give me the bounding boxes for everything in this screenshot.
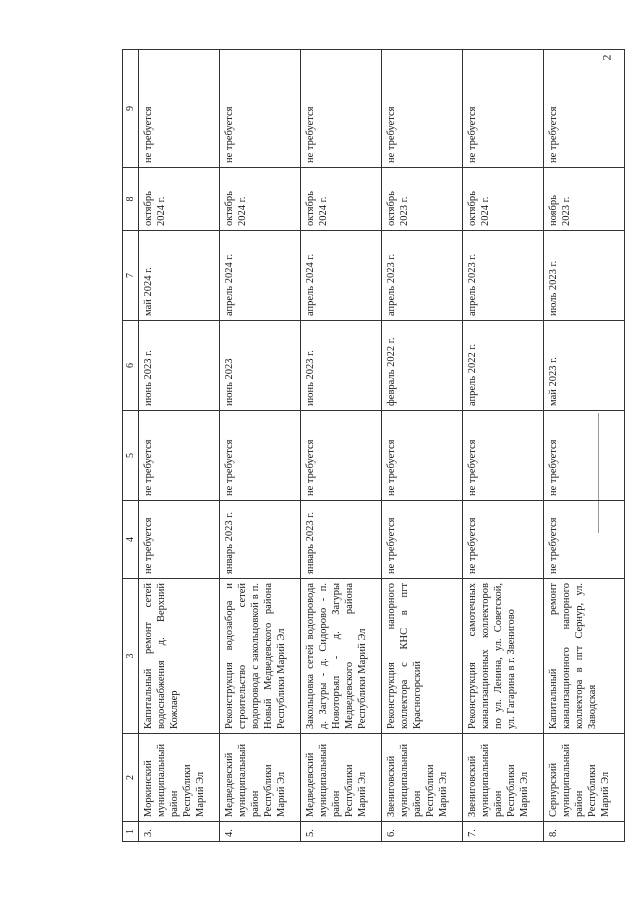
cell-col7: апрель 2023 г. (382, 231, 463, 321)
cell-col5: не требуется (544, 411, 625, 501)
object-cell: Закольцовка сетей водопровода д. Загуры - д. Сидорово - п. Новоторъял - д. Загуры Медведевского района Республики Марий Эл (301, 579, 382, 734)
row-number: 3. (139, 822, 220, 842)
object-cell: Капитальный ремонт канализационного напорного коллектора в пгт Сернур, ул. Заводская (544, 579, 625, 734)
district-cell: Медведевский муниципальный район Республики Марий Эл (301, 734, 382, 822)
district-cell: Звениговский муниципальный район Республики Марий Эл (382, 734, 463, 822)
cell-col8: ноябрь 2023 г. (544, 168, 625, 231)
cell-col8: октябрь 2024 г. (463, 168, 544, 231)
cell-col7: июль 2023 г. (544, 231, 625, 321)
cell-col6: апрель 2022 г. (463, 321, 544, 411)
cell-col4: не требуется (139, 501, 220, 579)
header-cell: 2 (123, 734, 139, 822)
header-cell: 6 (123, 321, 139, 411)
row-number: 4. (220, 822, 301, 842)
cell-col7: апрель 2024 г. (220, 231, 301, 321)
row-number: 7. (463, 822, 544, 842)
district-cell: Моркинский муниципальный район Республики Марий Эл (139, 734, 220, 822)
cell-col9: не требуется (463, 50, 544, 168)
schedule-table (122, 49, 625, 842)
schedule-table-rotated (122, 50, 626, 842)
table-row (220, 50, 301, 842)
cell-col9: не требуется (220, 50, 301, 168)
district-cell: Звениговский муниципальный район Республики Марий Эл (463, 734, 544, 822)
header-row (123, 50, 139, 842)
page-number: 2 (599, 54, 614, 61)
cell-col4: январь 2023 г. (220, 501, 301, 579)
object-cell: Реконструкция самотечных канализационных коллекторов по ул. Ленина, ул. Советской, ул. Гагарина в г. Звенигово (463, 579, 544, 734)
district-cell: Медведевский муниципальный район Республики Марий Эл (220, 734, 301, 822)
cell-col6: июнь 2023 г. (139, 321, 220, 411)
header-cell: 7 (123, 231, 139, 321)
cell-col5: не требуется (382, 411, 463, 501)
cell-col4: не требуется (382, 501, 463, 579)
row-number: 5. (301, 822, 382, 842)
cell-col5: не требуется (220, 411, 301, 501)
cell-col7: апрель 2024 г. (301, 231, 382, 321)
table-row (463, 50, 544, 842)
header-cell: 1 (123, 822, 139, 842)
cell-col9: не требуется (301, 50, 382, 168)
cell-col8: октябрь 2024 г. (220, 168, 301, 231)
object-cell: Реконструкция водозабора и строительство сетей водопровода с закольцовкой в п. Новый Медведевского района Республики Марий Эл (220, 579, 301, 734)
header-cell: 5 (123, 411, 139, 501)
table-row (301, 50, 382, 842)
cell-col6: февраль 2022 г. (382, 321, 463, 411)
district-cell: Сернурский муниципальный район Республики Марий Эл (544, 734, 625, 822)
cell-col4: не требуется (463, 501, 544, 579)
header-cell: 4 (123, 501, 139, 579)
cell-col6: май 2023 г. (544, 321, 625, 411)
cell-col9: не требуется (139, 50, 220, 168)
cell-col6: июнь 2023 (220, 321, 301, 411)
table-row (382, 50, 463, 842)
cell-col6: июнь 2023 г. (301, 321, 382, 411)
cell-col5: не требуется (139, 411, 220, 501)
cell-col7: май 2024 г. (139, 231, 220, 321)
table-row (544, 50, 625, 842)
table-row (139, 50, 220, 842)
cell-col5: не требуется (463, 411, 544, 501)
cell-col9: не требуется (382, 50, 463, 168)
cell-col5: не требуется (301, 411, 382, 501)
header-cell: 8 (123, 168, 139, 231)
cell-col7: апрель 2023 г. (463, 231, 544, 321)
cell-col9: не требуется (544, 50, 625, 168)
cell-col4: январь 2023 г. (301, 501, 382, 579)
cell-col4: не требуется (544, 501, 625, 579)
cell-col8: октябрь 2024 г. (301, 168, 382, 231)
object-cell: Реконструкция напорного коллектора с КНС в пгт Красногорский (382, 579, 463, 734)
cell-col8: октябрь 2023 г. (382, 168, 463, 231)
object-cell: Капитальный ремонт сетей водоснабжения д. Верхний Кожлаер (139, 579, 220, 734)
row-number: 6. (382, 822, 463, 842)
header-cell: 3 (123, 579, 139, 734)
header-cell: 9 (123, 50, 139, 168)
row-number: 8. (544, 822, 625, 842)
cell-col8: октябрь 2024 г. (139, 168, 220, 231)
